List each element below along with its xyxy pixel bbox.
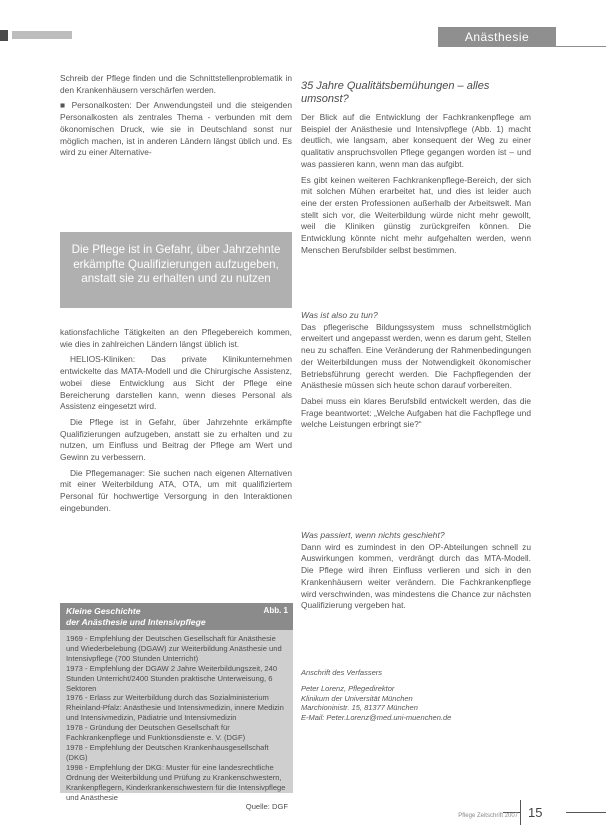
subheading: Was passiert, wenn nichts geschieht? bbox=[301, 530, 445, 540]
history-entry: 1969 - Empfehlung der Deutschen Gesellschaft für Anästhesie und Wiederbelebung (DGAW) zur Weiterbildung Anästhesie und Intensivpflege (700 Stunden Unterricht) bbox=[66, 634, 282, 663]
paragraph: kationsfachliche Tätigkeiten an den Pflegebereich kommen, wie dies in zahlreichen Ländern längst üblich ist. bbox=[60, 327, 292, 349]
paragraph: Der Blick auf die Entwicklung der Fachkrankenpflege am Beispiel der Anästhesie und Intensivpflege (Abb. 1) macht deutlich, wie langsam, aber konsequent der Weg zu einer qualitativ anspruchsvollen Pflege gegangen worden ist – und was passieren kann, wenn man das aufgibt. bbox=[301, 112, 531, 169]
figure-badge: Abb. 1 bbox=[263, 606, 288, 615]
paragraph: HELIOS-Kliniken: Das private Klinikunternehmen entwickelte das MATA-Modell und die Chirurgische Assistenz, wobei diese Entwicklung aus Sicht der Pflege eine Bereicherung darstellen kann, wenn dieses Personal als Assistenz eingesetzt wird. bbox=[60, 354, 292, 412]
history-entry: 1998 - Empfehlung der DKG: Muster für eine landesrechtliche Ordnung der Weiterbildung und Prüfung zu Krankenschwestern, Krankenpflegern, Kinderkrankenschwestern für die Intensivpflege und Anästhesie bbox=[66, 762, 286, 802]
history-title-line: der Anästhesie und Intensivpflege bbox=[66, 616, 206, 627]
footer-rule-right bbox=[566, 812, 606, 813]
address-line: Klinikum der Universität München bbox=[301, 693, 413, 703]
address-heading: Anschrift des Verfassers bbox=[301, 668, 383, 677]
history-entry: 1973 - Empfehlung der DGAW 2 Jahre Weiterbildungszeit, 240 Stunden Unterricht/2400 Stunden praktische Unterweisung, 6 Sektoren bbox=[66, 663, 278, 693]
address-line: Marchioninistr. 15, 81377 München bbox=[301, 703, 418, 713]
header-rule bbox=[556, 46, 606, 47]
history-entry: 1978 - Gründung der Deutschen Gesellschaft für Fachkrankenpflege und Funktionsdienste e. V. (DGF) bbox=[66, 723, 246, 743]
history-entry: 1976 - Erlass zur Weiterbildung durch das Sozialministerium Rheinland-Pfalz: Anästhesie und Intensivmedizin, innere Medizin und Intensivmedizin, Pädiatrie und Intensivmedizin bbox=[66, 693, 284, 723]
subheading: Was ist also zu tun? bbox=[301, 310, 378, 320]
left-column-bottom bbox=[60, 327, 292, 519]
pull-quote: Die Pflege ist in Gefahr, über Jahrzehnte erkämpfte Qualifizierungen aufzugeben, anstatt sie zu erhalten und zu nutzen bbox=[71, 243, 281, 285]
paragraph: ■ Personalkosten: Der Anwendungsteil und die steigenden Personalkosten als zentrales Thema - verbunden mit dem ökonomischen Druck, wie sie in Deutschland sonst nur möglich machen, ist in anderen Ländern längst üblich und. Es wird zu einer Alternative- bbox=[60, 100, 292, 158]
right-column-mid bbox=[301, 310, 531, 435]
history-entries bbox=[66, 634, 288, 812]
left-column-top bbox=[60, 73, 292, 163]
paragraph: Die Pflegemanager: Sie suchen nach eigenen Alternativen mit einer Weiterbildung ATA, OTA, um mit qualifiziertem Personal für hochwertige Versorgung in den Interaktionen eingebunden. bbox=[60, 467, 292, 513]
address-line: Peter Lorenz, Pflegedirektor bbox=[301, 683, 395, 693]
paragraph: Dann wird es zumindest in den OP-Abteilungen schnell zu Auswirkungen kommen, verdrängt durch das MTA-Modell. Die Pflege wird ihren Einfluss verlieren und sich in den Krankenhäusern weiter verändern. Die Fachkrankenpflege wird verschwinden, was mindestens die Chance zur nächsten Qualifizierung vergeben hat. bbox=[301, 541, 531, 611]
paragraph: Es gibt keinen weiteren Fachkrankenpflege-Bereich, der sich mit solchen Mühen erarbeitet hat, und dies ist leider auch eine der ersten Professionen außerhalb der Arbeitswelt. Man stellt sich vor, die Weiterbildung würde nicht mehr gewollt, weil die Kliniken günstig zurückgreifen können. Die Entwicklung könnte nicht mehr aufgehalten werden, wenn Menschen Berufsbilder selbst bestimmen. bbox=[301, 174, 531, 255]
paragraph: Die Pflege ist in Gefahr, über Jahrzehnte erkämpfte Qualifizierungen aufzugeben, anstatt sie zu erhalten und zu nutzen, um Einfluss und Beitrag der Pflege am Wert und Gewinn zu verbessern. bbox=[60, 416, 292, 463]
header-bar bbox=[12, 31, 72, 39]
author-address bbox=[301, 668, 531, 723]
section-title: Anästhesie bbox=[464, 30, 530, 44]
footer-source: Pflege Zeitschrift 2007 bbox=[458, 813, 518, 819]
right-column-lower bbox=[301, 530, 531, 616]
history-title-line: Kleine Geschichte bbox=[66, 606, 141, 616]
history-source: Quelle: DGF bbox=[245, 802, 288, 812]
paragraph: Schreib der Pflege finden und die Schnittstellenproblematik in den Krankenhäusern verschärfen werden. bbox=[60, 73, 292, 95]
paragraph: Das pflegerische Bildungssystem muss schnellstmöglich erweitert und angepasst werden, wenn es darum geht, Stellen neu zu schaffen. Eine Veränderung der Rahmenbedingungen der Weiterbildungen muss der Notwendigkeit ökonomischer Betriebsführung gerecht werden. Die Fachpflegenden der Anästhesie müssen sich heute schon darauf vorbereiten. bbox=[301, 321, 531, 391]
history-entry: 1978 - Empfehlung der Deutschen Krankenhausgesellschaft (DKG) bbox=[66, 742, 269, 762]
article-heading: 35 Jahre Qualitätsbemühungen – alles umsonst? bbox=[301, 80, 490, 105]
paragraph: Dabei muss ein klares Berufsbild entwickelt werden, das die Frage beantwortet: „Welche Aufgaben hat die Fachpflege und welche Leistungen erbringt sie?“ bbox=[301, 395, 531, 430]
right-column bbox=[301, 80, 531, 260]
address-line: E-Mail: Peter.Lorenz@med.uni-muenchen.de bbox=[301, 713, 452, 723]
history-box-title bbox=[66, 606, 246, 627]
page-number: 15 bbox=[528, 805, 543, 820]
header-marker bbox=[0, 30, 8, 41]
